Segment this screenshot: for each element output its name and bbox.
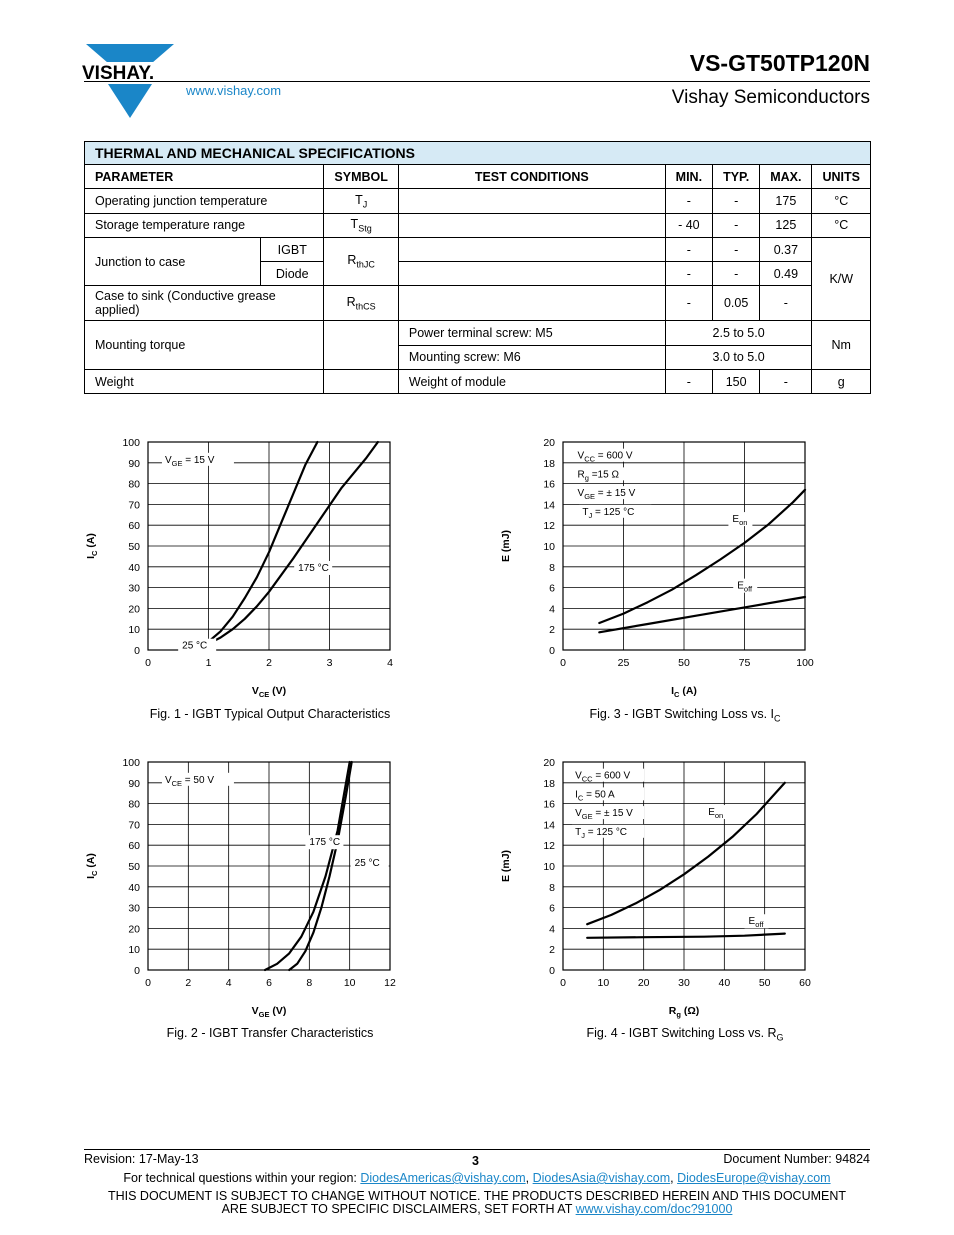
x-tick-label: 50 — [758, 977, 771, 989]
fig4-caption: Fig. 4 - IGBT Switching Loss vs. $R_G$ — [586, 1026, 784, 1043]
fig1-output-characteristics-chart — [80, 430, 410, 700]
logo-text: VISHAY. — [82, 63, 155, 84]
disclaimer-line-1: THIS DOCUMENT IS SUBJECT TO CHANGE WITHOUT NOTICE. THE PRODUCTS DESCRIBED HEREIN AND THIS DOCUMENT — [107, 1189, 847, 1203]
y-tick-label: 16 — [543, 798, 555, 811]
x-axis-label: $R_g$ (Ω) — [668, 1005, 700, 1019]
x-tick-label: 0 — [560, 657, 566, 669]
header-rule — [84, 81, 870, 82]
condition-annotation: $I_C = 50$ A — [575, 789, 615, 803]
document-number: Document Number: 94824 — [723, 1152, 870, 1166]
condition-annotation: $V_{CC} = 600$ V — [577, 450, 633, 464]
x-tick-label: 75 — [738, 657, 751, 669]
col-header: MAX. — [760, 165, 812, 189]
fig3-switching-loss-vs-ic-chart — [495, 430, 825, 700]
y-tick-label: 10 — [543, 541, 555, 553]
series-label: 175 °C — [298, 562, 329, 574]
series-label: $E_{off}$ — [748, 916, 764, 930]
y-axis-label: $I_C$ (A) — [85, 533, 99, 559]
y-tick-label: 0 — [134, 965, 140, 977]
y-tick-label: 20 — [543, 437, 555, 449]
condition-annotation: $V_{CE} = 50$ V — [164, 774, 215, 788]
x-tick-label: 0 — [560, 977, 566, 989]
y-tick-label: 20 — [128, 923, 140, 936]
y-tick-label: 80 — [128, 798, 140, 811]
table-row: Case to sink (Conductive grease applied) $R_{thCS}$ - 0.05 - — [85, 286, 871, 321]
fig3-svg — [495, 430, 825, 700]
y-tick-label: 70 — [128, 499, 140, 512]
condition-annotation: $V_{GE}$ = ± 15 V — [577, 488, 636, 502]
condition-annotation: $T_J = 125$ °C — [575, 826, 628, 840]
disclaimer-link[interactable]: www.vishay.com/doc?91000 — [575, 1202, 733, 1216]
x-tick-label: 0 — [145, 977, 151, 989]
y-tick-label: 12 — [543, 520, 555, 533]
x-tick-label: 4 — [387, 657, 393, 669]
x-tick-label: 2 — [185, 977, 192, 989]
col-header: SYMBOL — [324, 165, 398, 189]
series-label: 175 °C — [309, 837, 341, 849]
y-tick-label: 40 — [128, 881, 140, 894]
y-tick-label: 60 — [128, 520, 140, 533]
col-header: MIN. — [665, 165, 712, 189]
table-title: THERMAL AND MECHANICAL SPECIFICATIONS — [85, 142, 871, 165]
y-tick-label: 18 — [543, 457, 555, 470]
condition-annotation: $T_J = 125$ °C — [582, 506, 635, 520]
y-tick-label: 10 — [128, 944, 140, 957]
condition-annotation: $V_{GE} = 15$ V — [164, 454, 215, 468]
fig4-switching-loss-vs-rg-chart — [495, 750, 825, 1020]
fig1-svg — [80, 430, 410, 700]
series-line — [599, 597, 805, 632]
email-americas-link[interactable]: DiodesAmericas@vishay.com — [360, 1171, 526, 1185]
y-tick-label: 18 — [543, 777, 555, 790]
table-row: Junction to case IGBT $R_{thJC}$ - - 0.37 K/W — [85, 237, 871, 261]
y-tick-label: 20 — [543, 757, 555, 769]
page-number: 3 — [472, 1154, 479, 1168]
x-tick-label: 0 — [145, 657, 151, 669]
part-number: VS-GT50TP120N — [689, 50, 870, 76]
table-row: Diode - - 0.49 — [85, 262, 871, 286]
y-tick-label: 2 — [549, 944, 555, 957]
table-row: Operating junction temperature $T_J$ - - 175 °C — [85, 189, 871, 213]
series-label: 25 °C — [354, 858, 380, 869]
x-tick-label: 25 — [617, 657, 630, 669]
y-tick-label: 60 — [128, 840, 140, 853]
fig2-caption: Fig. 2 - IGBT Transfer Characteristics — [166, 1026, 374, 1040]
series-label: $E_{on}$ — [708, 807, 724, 821]
x-tick-label: 2 — [266, 657, 272, 669]
y-tick-label: 6 — [549, 582, 555, 595]
y-axis-label: E (mJ) — [500, 849, 512, 883]
y-tick-label: 30 — [128, 902, 140, 915]
y-tick-label: 90 — [128, 457, 140, 470]
company-name: Vishay Semiconductors — [671, 87, 870, 108]
y-tick-label: 8 — [549, 561, 555, 574]
series-line — [587, 783, 785, 924]
y-tick-label: 2 — [549, 624, 555, 637]
y-tick-label: 90 — [128, 777, 140, 790]
x-tick-label: 1 — [205, 657, 212, 669]
table-header-row — [85, 165, 871, 189]
website-link[interactable]: www.vishay.com — [186, 83, 282, 98]
y-tick-label: 10 — [543, 861, 555, 873]
x-tick-label: 12 — [384, 977, 396, 989]
x-tick-label: 60 — [799, 977, 811, 989]
y-tick-label: 30 — [128, 582, 140, 595]
contact-line: For technical questions within your region: DiodesAmericas@vishay.com, DiodesAsia@vishay.com, DiodesEurope@vishay.com — [123, 1171, 831, 1185]
y-tick-label: 0 — [134, 645, 140, 657]
table-row: Weight Weight of module - 150 - g — [85, 370, 871, 394]
y-tick-label: 4 — [549, 923, 555, 936]
y-tick-label: 12 — [543, 840, 555, 853]
fig3-caption: Fig. 3 - IGBT Switching Loss vs. $I_C$ — [589, 707, 781, 724]
x-tick-label: 10 — [343, 977, 356, 989]
col-header: TYP. — [713, 165, 760, 189]
y-tick-label: 0 — [549, 965, 555, 977]
y-tick-label: 6 — [549, 902, 555, 915]
condition-annotation: $V_{GE}$ = ± 15 V — [575, 808, 633, 822]
x-tick-label: 20 — [637, 977, 650, 989]
y-tick-label: 14 — [543, 819, 555, 832]
y-tick-label: 16 — [543, 478, 555, 491]
thermal-mechanical-table — [84, 141, 871, 394]
email-europe-link[interactable]: DiodesEurope@vishay.com — [677, 1171, 831, 1185]
disclaimer-line-2: ARE SUBJECT TO SPECIFIC DISCLAIMERS, SET FORTH AT www.vishay.com/doc?91000 — [221, 1202, 733, 1216]
x-tick-label: 6 — [266, 977, 272, 989]
series-label: $E_{off}$ — [737, 580, 753, 594]
footer-rule — [84, 1149, 870, 1150]
y-tick-label: 4 — [549, 603, 555, 616]
col-header: TEST CONDITIONS — [398, 165, 665, 189]
y-tick-label: 50 — [128, 541, 140, 553]
fig2-svg — [80, 750, 410, 1020]
series-line — [587, 934, 785, 938]
fig4-svg — [495, 750, 825, 1020]
y-tick-label: 14 — [543, 499, 555, 512]
y-tick-label: 100 — [122, 757, 140, 769]
x-tick-label: 40 — [718, 977, 731, 989]
series-label: 25 °C — [182, 640, 208, 652]
email-asia-link[interactable]: DiodesAsia@vishay.com — [532, 1171, 671, 1185]
table-row: Mounting torque Power terminal screw: M5 2.5 to 5.0 Nm — [85, 321, 871, 345]
y-axis-label: E (mJ) — [500, 529, 512, 563]
series-label: $E_{on}$ — [732, 514, 748, 528]
y-tick-label: 100 — [122, 437, 140, 449]
table-row: Storage temperature range $T_{Stg}$ - 40 - 125 °C — [85, 213, 871, 237]
y-tick-label: 40 — [128, 561, 140, 574]
y-axis-label: $I_C$ (A) — [85, 853, 99, 879]
x-tick-label: 8 — [306, 977, 313, 989]
y-tick-label: 8 — [549, 881, 555, 894]
condition-annotation: $R_g =15$ Ω — [577, 469, 619, 483]
x-axis-label: $V_{CE}$ (V) — [251, 685, 287, 699]
fig1-caption: Fig. 1 - IGBT Typical Output Characteristics — [149, 707, 391, 721]
x-tick-label: 3 — [326, 657, 333, 669]
col-header: UNITS — [812, 165, 871, 189]
revision-date: Revision: 17-May-13 — [84, 1152, 199, 1166]
y-tick-label: 80 — [128, 478, 140, 491]
y-tick-label: 70 — [128, 819, 140, 832]
condition-annotation: $V_{CC} = 600$ V — [575, 770, 631, 784]
y-tick-label: 50 — [128, 861, 140, 873]
x-axis-label: $I_C$ (A) — [671, 685, 697, 699]
y-tick-label: 20 — [128, 603, 140, 616]
y-tick-label: 10 — [128, 624, 140, 637]
x-tick-label: 50 — [678, 657, 690, 669]
fig2-transfer-characteristics-chart — [80, 750, 410, 1020]
y-tick-label: 0 — [549, 645, 555, 657]
x-tick-label: 100 — [796, 657, 814, 669]
table-row: Mounting screw: M6 3.0 to 5.0 — [85, 345, 871, 369]
col-header: PARAMETER — [85, 165, 324, 189]
x-axis-label: $V_{GE}$ (V) — [251, 1005, 287, 1019]
x-tick-label: 30 — [678, 977, 690, 989]
x-tick-label: 10 — [597, 977, 610, 989]
x-tick-label: 4 — [225, 977, 232, 989]
